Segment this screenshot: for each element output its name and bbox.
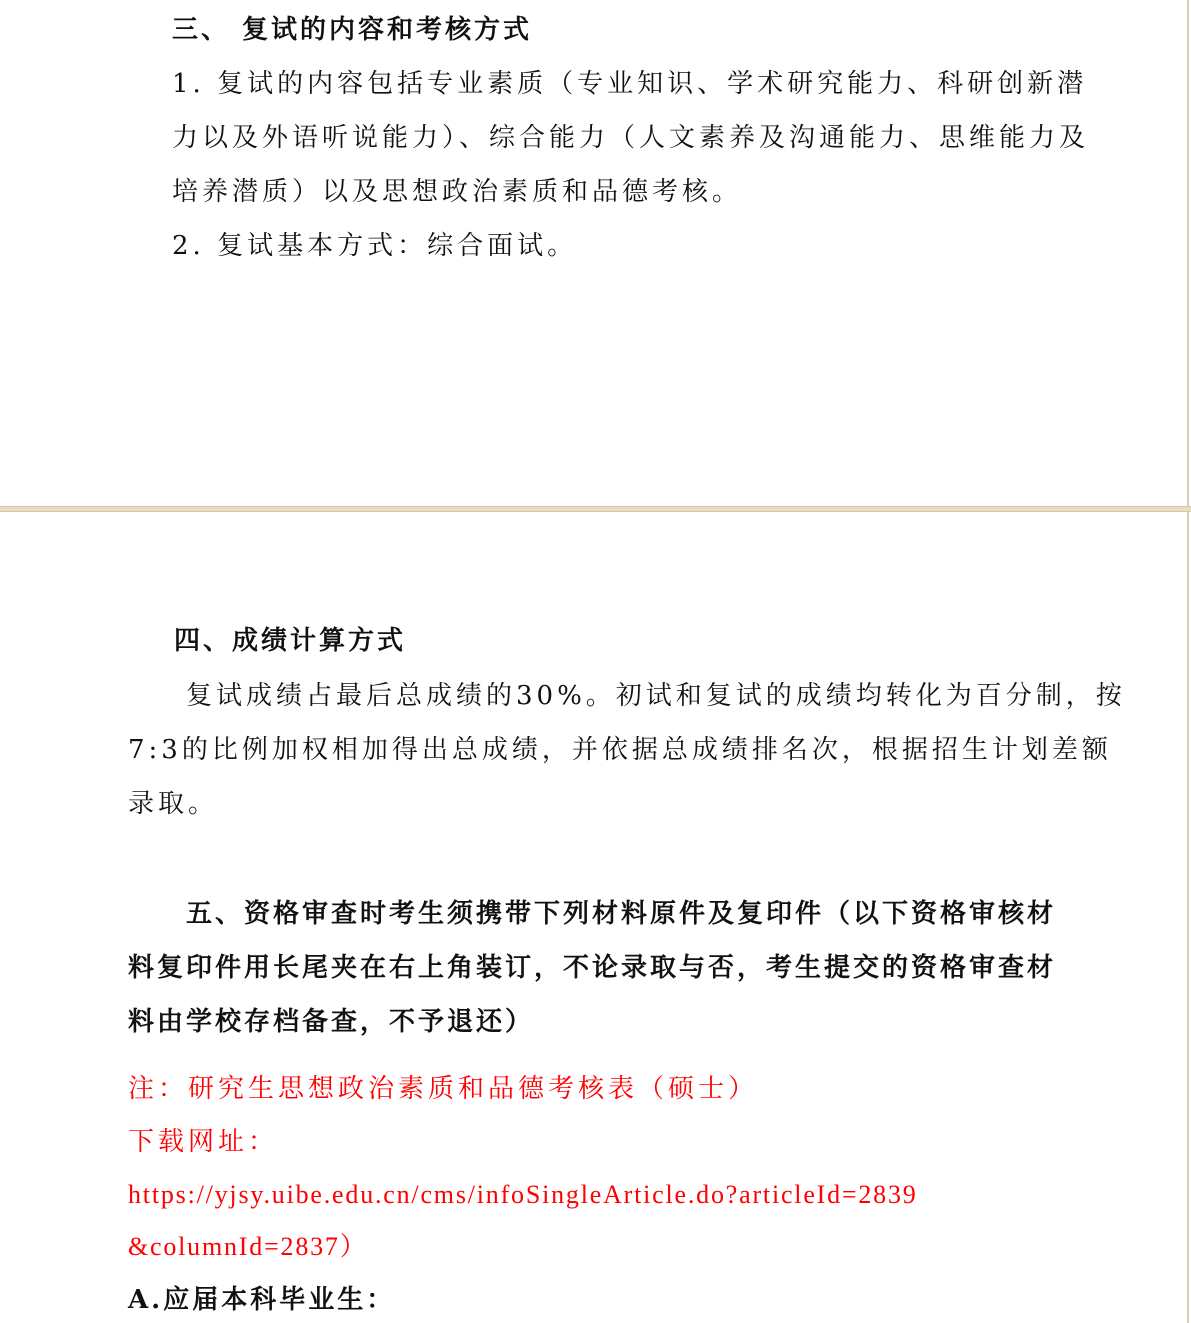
download-url-line-2[interactable]: &columnId=2837）: [128, 1232, 368, 1261]
section-3-item-1-line-1: 1. 复试的内容包括专业素质（专业知识、学术研究能力、科研创新潜: [172, 69, 1088, 99]
section-4-paragraph-line-1: 复试成绩占最后总成绩的30%。初试和复试的成绩均转化为百分制，按: [186, 681, 1126, 711]
download-label: 下载网址：: [128, 1127, 279, 1157]
document-page-1: [0, 0, 1189, 506]
section-4-paragraph-line-2: 7:3的比例加权相加得出总成绩，并依据总成绩排名次，根据招生计划差额: [128, 735, 1112, 765]
download-url-line-1[interactable]: https://yjsy.uibe.edu.cn/cms/infoSingleArticle.do?articleId=2839: [128, 1180, 918, 1209]
section-3-item-1-line-3: 培养潜质）以及思想政治素质和品德考核。: [172, 177, 743, 207]
section-3-heading: 三、 复试的内容和考核方式: [172, 15, 533, 45]
section-4-paragraph-line-3: 录取。: [128, 789, 219, 819]
section-3-item-1-line-2: 力以及外语听说能力）、综合能力（人文素养及沟通能力、思维能力及: [172, 123, 1090, 153]
subheading-a: A.应届本科毕业生：: [128, 1285, 396, 1315]
section-5-heading-line-3: 料由学校存档备查，不予退还）: [128, 1007, 535, 1037]
section-4-heading: 四、成绩计算方式: [174, 626, 407, 656]
section-5-heading-line-2: 料复印件用长尾夹在右上角装订，不论录取与否，考生提交的资格审查材: [128, 953, 1057, 983]
section-3-item-2: 2. 复试基本方式：综合面试。: [172, 231, 578, 261]
section-5-heading-line-1: 五、资格审查时考生须携带下列材料原件及复印件（以下资格审核材: [186, 899, 1057, 929]
document-page-2: [0, 512, 1189, 1323]
note-text: 注：研究生思想政治素质和品德考核表（硕士）: [128, 1074, 759, 1104]
